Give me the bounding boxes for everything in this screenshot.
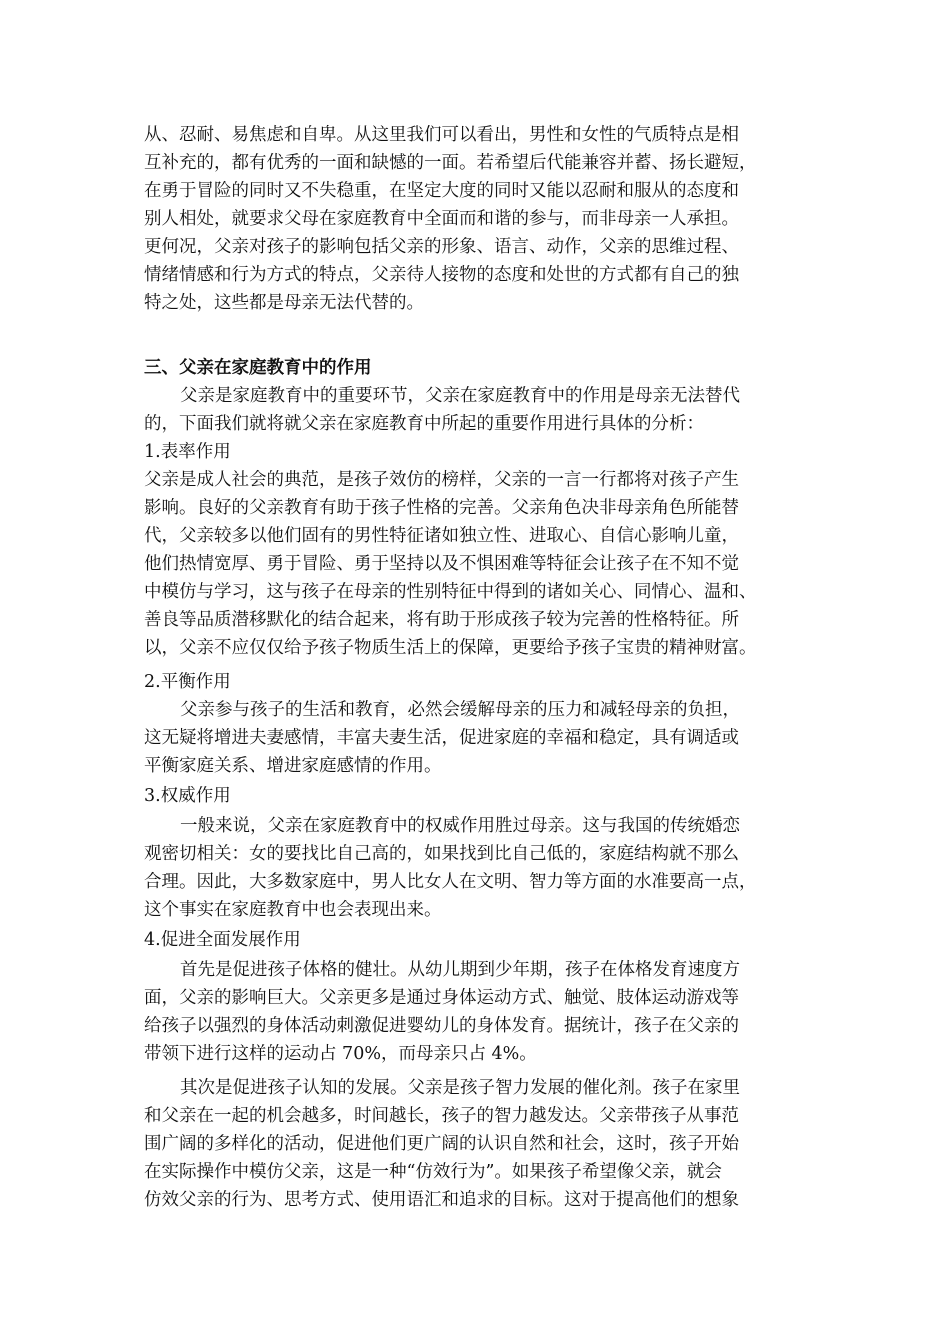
paragraph-line: 带领下进行这样的运动占 70%，而母亲只占 4%。: [144, 1044, 537, 1064]
paragraph-line: 父亲是成人社会的典范，是孩子效仿的榜样，父亲的一言一行都将对孩子产生: [144, 470, 739, 490]
paragraph-line: 仿效父亲的行为、思考方式、使用语汇和追求的目标。这对于提高他们的想象: [144, 1190, 739, 1210]
paragraph-line: 代，父亲较多以他们固有的男性特征诸如独立性、进取心、自信心影响儿童，: [144, 526, 739, 546]
paragraph-line: 别人相处，就要求父母在家庭教育中全面而和谐的参与，而非母亲一人承担。: [144, 209, 739, 229]
paragraph-line: 父亲是家庭教育中的重要环节，父亲在家庭教育中的作用是母亲无法替代: [180, 386, 740, 406]
paragraph-line: 特之处，这些都是母亲无法代替的。: [144, 293, 424, 313]
paragraph-line: 中模仿与学习，这与孩子在母亲的性别特征中得到的诸如关心、同情心、温和、: [144, 582, 757, 602]
paragraph-line: 从、忍耐、易焦虑和自卑。从这里我们可以看出，男性和女性的气质特点是相: [144, 125, 739, 145]
paragraph-line: 面，父亲的影响巨大。父亲更多是通过身体运动方式、触觉、肢体运动游戏等: [144, 988, 739, 1008]
subsection-heading: 4.促进全面发展作用: [144, 930, 301, 950]
paragraph-line: 影响。良好的父亲教育有助于孩子性格的完善。父亲角色决非母亲角色所能替: [144, 498, 739, 518]
section-heading: 三、父亲在家庭教育中的作用: [144, 358, 372, 378]
paragraph-line: 观密切相关：女的要找比自己高的，如果找到比自己低的，家庭结构就不那么: [144, 844, 739, 864]
paragraph-line: 合理。因此，大多数家庭中，男人比女人在文明、智力等方面的水准要高一点，: [144, 872, 757, 892]
paragraph-line: 情绪情感和行为方式的特点，父亲待人接物的态度和处世的方式都有自己的独: [144, 265, 739, 285]
paragraph-line: 其次是促进孩子认知的发展。父亲是孩子智力发展的催化剂。孩子在家里: [180, 1078, 740, 1098]
paragraph-line: 和父亲在一起的机会越多，时间越长，孩子的智力越发达。父亲带孩子从事范: [144, 1106, 739, 1126]
paragraph-line: 首先是促进孩子体格的健壮。从幼儿期到少年期，孩子在体格发育速度方: [180, 960, 740, 980]
paragraph-line: 他们热情宽厚、勇于冒险、勇于坚持以及不惧困难等特征会让孩子在不知不觉: [144, 554, 739, 574]
paragraph-line: 这个事实在家庭教育中也会表现出来。: [144, 900, 442, 920]
paragraph-line: 平衡家庭关系、增进家庭感情的作用。: [144, 756, 442, 776]
paragraph-line: 在勇于冒险的同时又不失稳重，在坚定大度的同时又能以忍耐和服从的态度和: [144, 181, 739, 201]
paragraph-line: 互补充的，都有优秀的一面和缺憾的一面。若希望后代能兼容并蓄、扬长避短，: [144, 153, 757, 173]
paragraph-line: 一般来说，父亲在家庭教育中的权威作用胜过母亲。这与我国的传统婚恋: [180, 816, 740, 836]
paragraph-line: 在实际操作中模仿父亲，这是一种“仿效行为”。如果孩子希望像父亲，就会: [144, 1162, 722, 1182]
paragraph-line: 的，下面我们就将就父亲在家庭教育中所起的重要作用进行具体的分析：: [144, 414, 704, 434]
subsection-heading: 3.权威作用: [144, 786, 231, 806]
subsection-heading: 2.平衡作用: [144, 672, 231, 692]
paragraph-line: 围广阔的多样化的活动，促进他们更广阔的认识自然和社会，这时，孩子开始: [144, 1134, 739, 1154]
paragraph-line: 给孩子以强烈的身体活动刺激促进婴幼儿的身体发育。据统计，孩子在父亲的: [144, 1016, 739, 1036]
subsection-heading: 1.表率作用: [144, 442, 231, 462]
paragraph-line: 以，父亲不应仅仅给予孩子物质生活上的保障，更要给予孩子宝贵的精神财富。: [144, 638, 757, 658]
paragraph-line: 更何况，父亲对孩子的影响包括父亲的形象、语言、动作，父亲的思维过程、: [144, 237, 739, 257]
paragraph-line: 父亲参与孩子的生活和教育，必然会缓解母亲的压力和减轻母亲的负担，: [180, 700, 740, 720]
paragraph-line: 这无疑将增进夫妻感情，丰富夫妻生活，促进家庭的幸福和稳定，具有调适或: [144, 728, 739, 748]
paragraph-line: 善良等品质潜移默化的结合起来，将有助于形成孩子较为完善的性格特征。所: [144, 610, 739, 630]
